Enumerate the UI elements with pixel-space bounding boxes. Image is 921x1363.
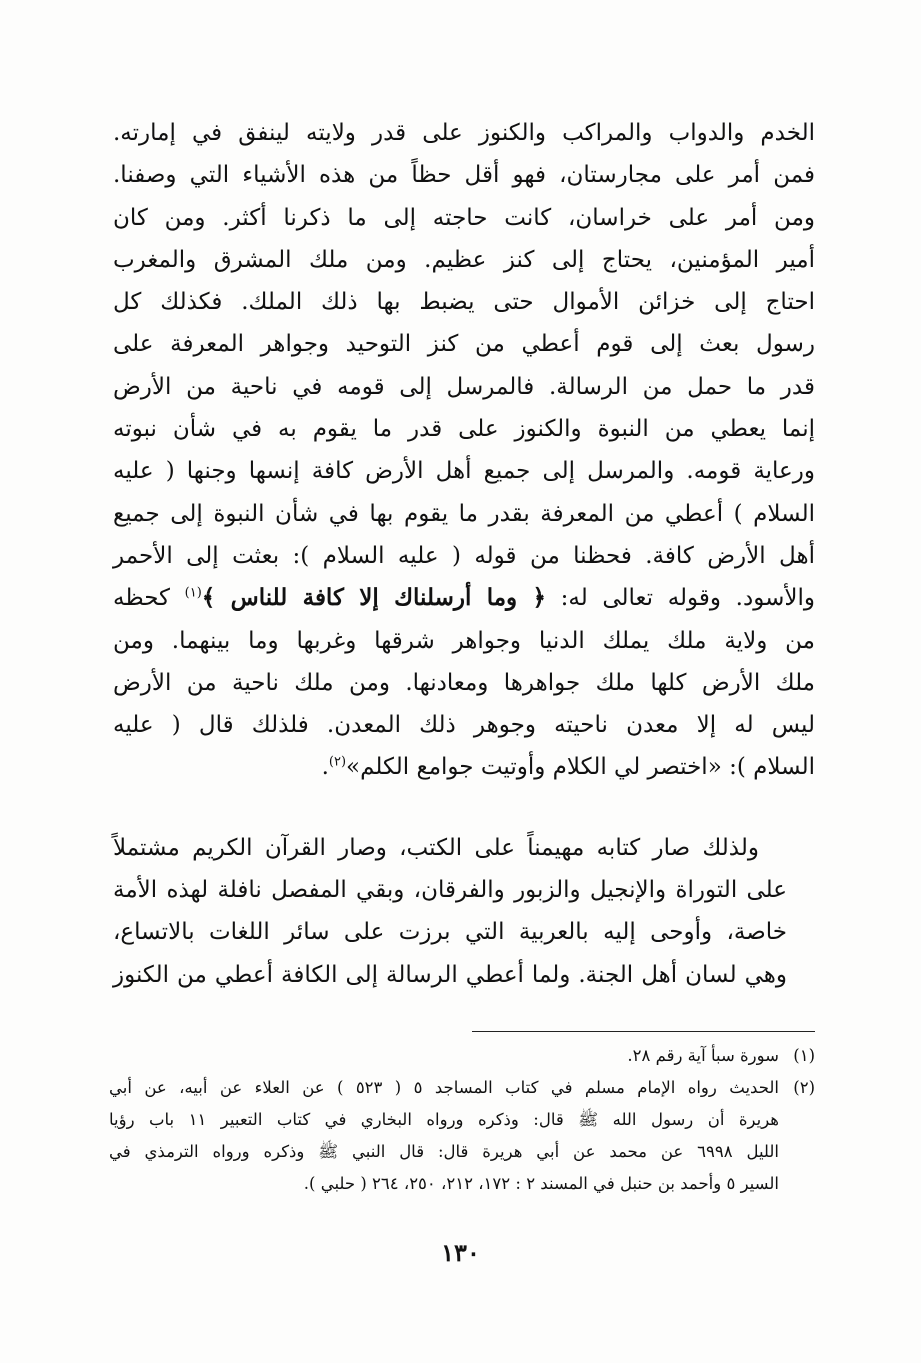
footnote-divider	[472, 1031, 815, 1032]
footnote-line: هريرة أن رسول الله ﷺ قال: وذكره ورواه البخاري في كتاب التعبير ١١ باب رؤيا	[109, 1110, 779, 1129]
text-line-with-hadith	[113, 746, 815, 788]
line-segment: كحظه	[113, 585, 185, 612]
text-line: خاصة، وأوحى إليه بالعربية التي برزت على سائر اللغات بالاتساع،	[113, 919, 787, 946]
footnote-text	[109, 1040, 779, 1072]
hadith-quote: السلام ): «اختصر لي الكلام وأوتيت جوامع الكلم»	[346, 754, 815, 781]
text-line: ولذلك صار كتابه مهيمناً على الكتب، وصار القرآن الكريم مشتملاً	[113, 834, 759, 861]
quran-verse: ﴿ وما أرسلناك إلا كافة للناس ﴾	[201, 584, 546, 612]
footnote-1	[109, 1040, 815, 1072]
text-line: أمير المؤمنين، يحتاج إلى كنز عظيم. ومن ملك المشرق والمغرب	[113, 246, 815, 273]
text-line: على التوراة والإنجيل والزبور والفرقان، وبقي المفصل نافلة لهذه الأمة	[113, 877, 787, 904]
footnote-number: (٢)	[793, 1078, 815, 1097]
text-line: إنما يعطي من النبوة والكنوز على قدر ما يقوم به في شأن نبوته	[113, 416, 815, 443]
page-number: ١٣٠	[441, 1238, 480, 1267]
footnotes	[109, 1040, 815, 1200]
text-line: احتاج إلى خزائن الأموال حتى يضبط بها ذلك الملك. فكذلك كل	[113, 289, 815, 316]
text-line: من ولاية ملك يملك الدنيا وجواهر شرقها وغربها وما بينهما. ومن	[113, 627, 815, 654]
text-line: وهي لسان أهل الجنة. ولما أعطي الرسالة إلى الكافة أعطي من الكنوز	[113, 961, 787, 988]
footnote-text	[109, 1072, 779, 1200]
footnote-line: السير ٥ وأحمد بن حنبل في المسند ٢ : ١٧٢، ٢١٢، ٢٥٠، ٢٦٤ ( حلبي ).	[303, 1174, 779, 1193]
footnote-2	[109, 1072, 815, 1200]
footnote-ref-2[interactable]: (٢)	[328, 754, 347, 770]
text-line: ورعاية قومه. والمرسل إلى جميع أهل الأرض كافة إنسها وجنها ( عليه	[113, 458, 815, 485]
text-line: ليس له إلا معدن ناحيته وجوهر ذلك المعدن. فلذلك قال ( عليه	[113, 712, 815, 739]
text-line: السلام ) أعطي من المعرفة بقدر ما يقوم بها في شأن النبوة إلى جميع	[113, 500, 815, 527]
line-segment: والأسود. وقوله تعالى له:	[545, 585, 815, 612]
paragraph-1	[113, 112, 815, 789]
text-line: فمن أمر على مجارستان، فهو أقل حظاً من هذه الأشياء التي وصفنا.	[113, 162, 815, 189]
main-text	[113, 112, 815, 996]
footnote-number: (١)	[793, 1046, 815, 1065]
text-line: رسول بعث إلى قوم أعطي من كنز التوحيد وجواهر المعرفة على	[113, 331, 815, 358]
paragraph-2	[113, 827, 815, 996]
text-line: ملك الأرض كلها ملك جواهرها ومعادنها. ومن ملك ناحية من الأرض	[113, 669, 815, 696]
text-line: قدر ما حمل من الرسالة. فالمرسل إلى قومه في ناحية من الأرض	[113, 373, 815, 400]
text-line: أهل الأرض كافة. فحظنا من قوله ( عليه السلام ): بعثت إلى الأحمر	[113, 542, 815, 569]
text-line: الخدم والدواب والمراكب والكنوز على قدر ولايته لينفق في إمارته.	[113, 120, 815, 146]
text-line-with-verse	[113, 577, 815, 619]
footnote-line: الحديث رواه الإمام مسلم في كتاب المساجد ٥ ( ٥٢٣ ) عن العلاء عن أبيه، عن أبي	[109, 1078, 779, 1097]
footnote-ref-1[interactable]: (١)	[184, 585, 202, 601]
footnote-line: سورة سبأ آية رقم ٢٨.	[627, 1046, 779, 1065]
line-segment: .	[321, 754, 329, 781]
footnote-line: الليل ٦٩٩٨ عن محمد عن أبي هريرة قال: قال النبي ﷺ وذكره ورواه الترمذي في	[109, 1142, 779, 1161]
text-line: ومن أمر على خراسان، كانت حاجته إلى ما ذكرنا أكثر. ومن كان	[113, 204, 815, 231]
